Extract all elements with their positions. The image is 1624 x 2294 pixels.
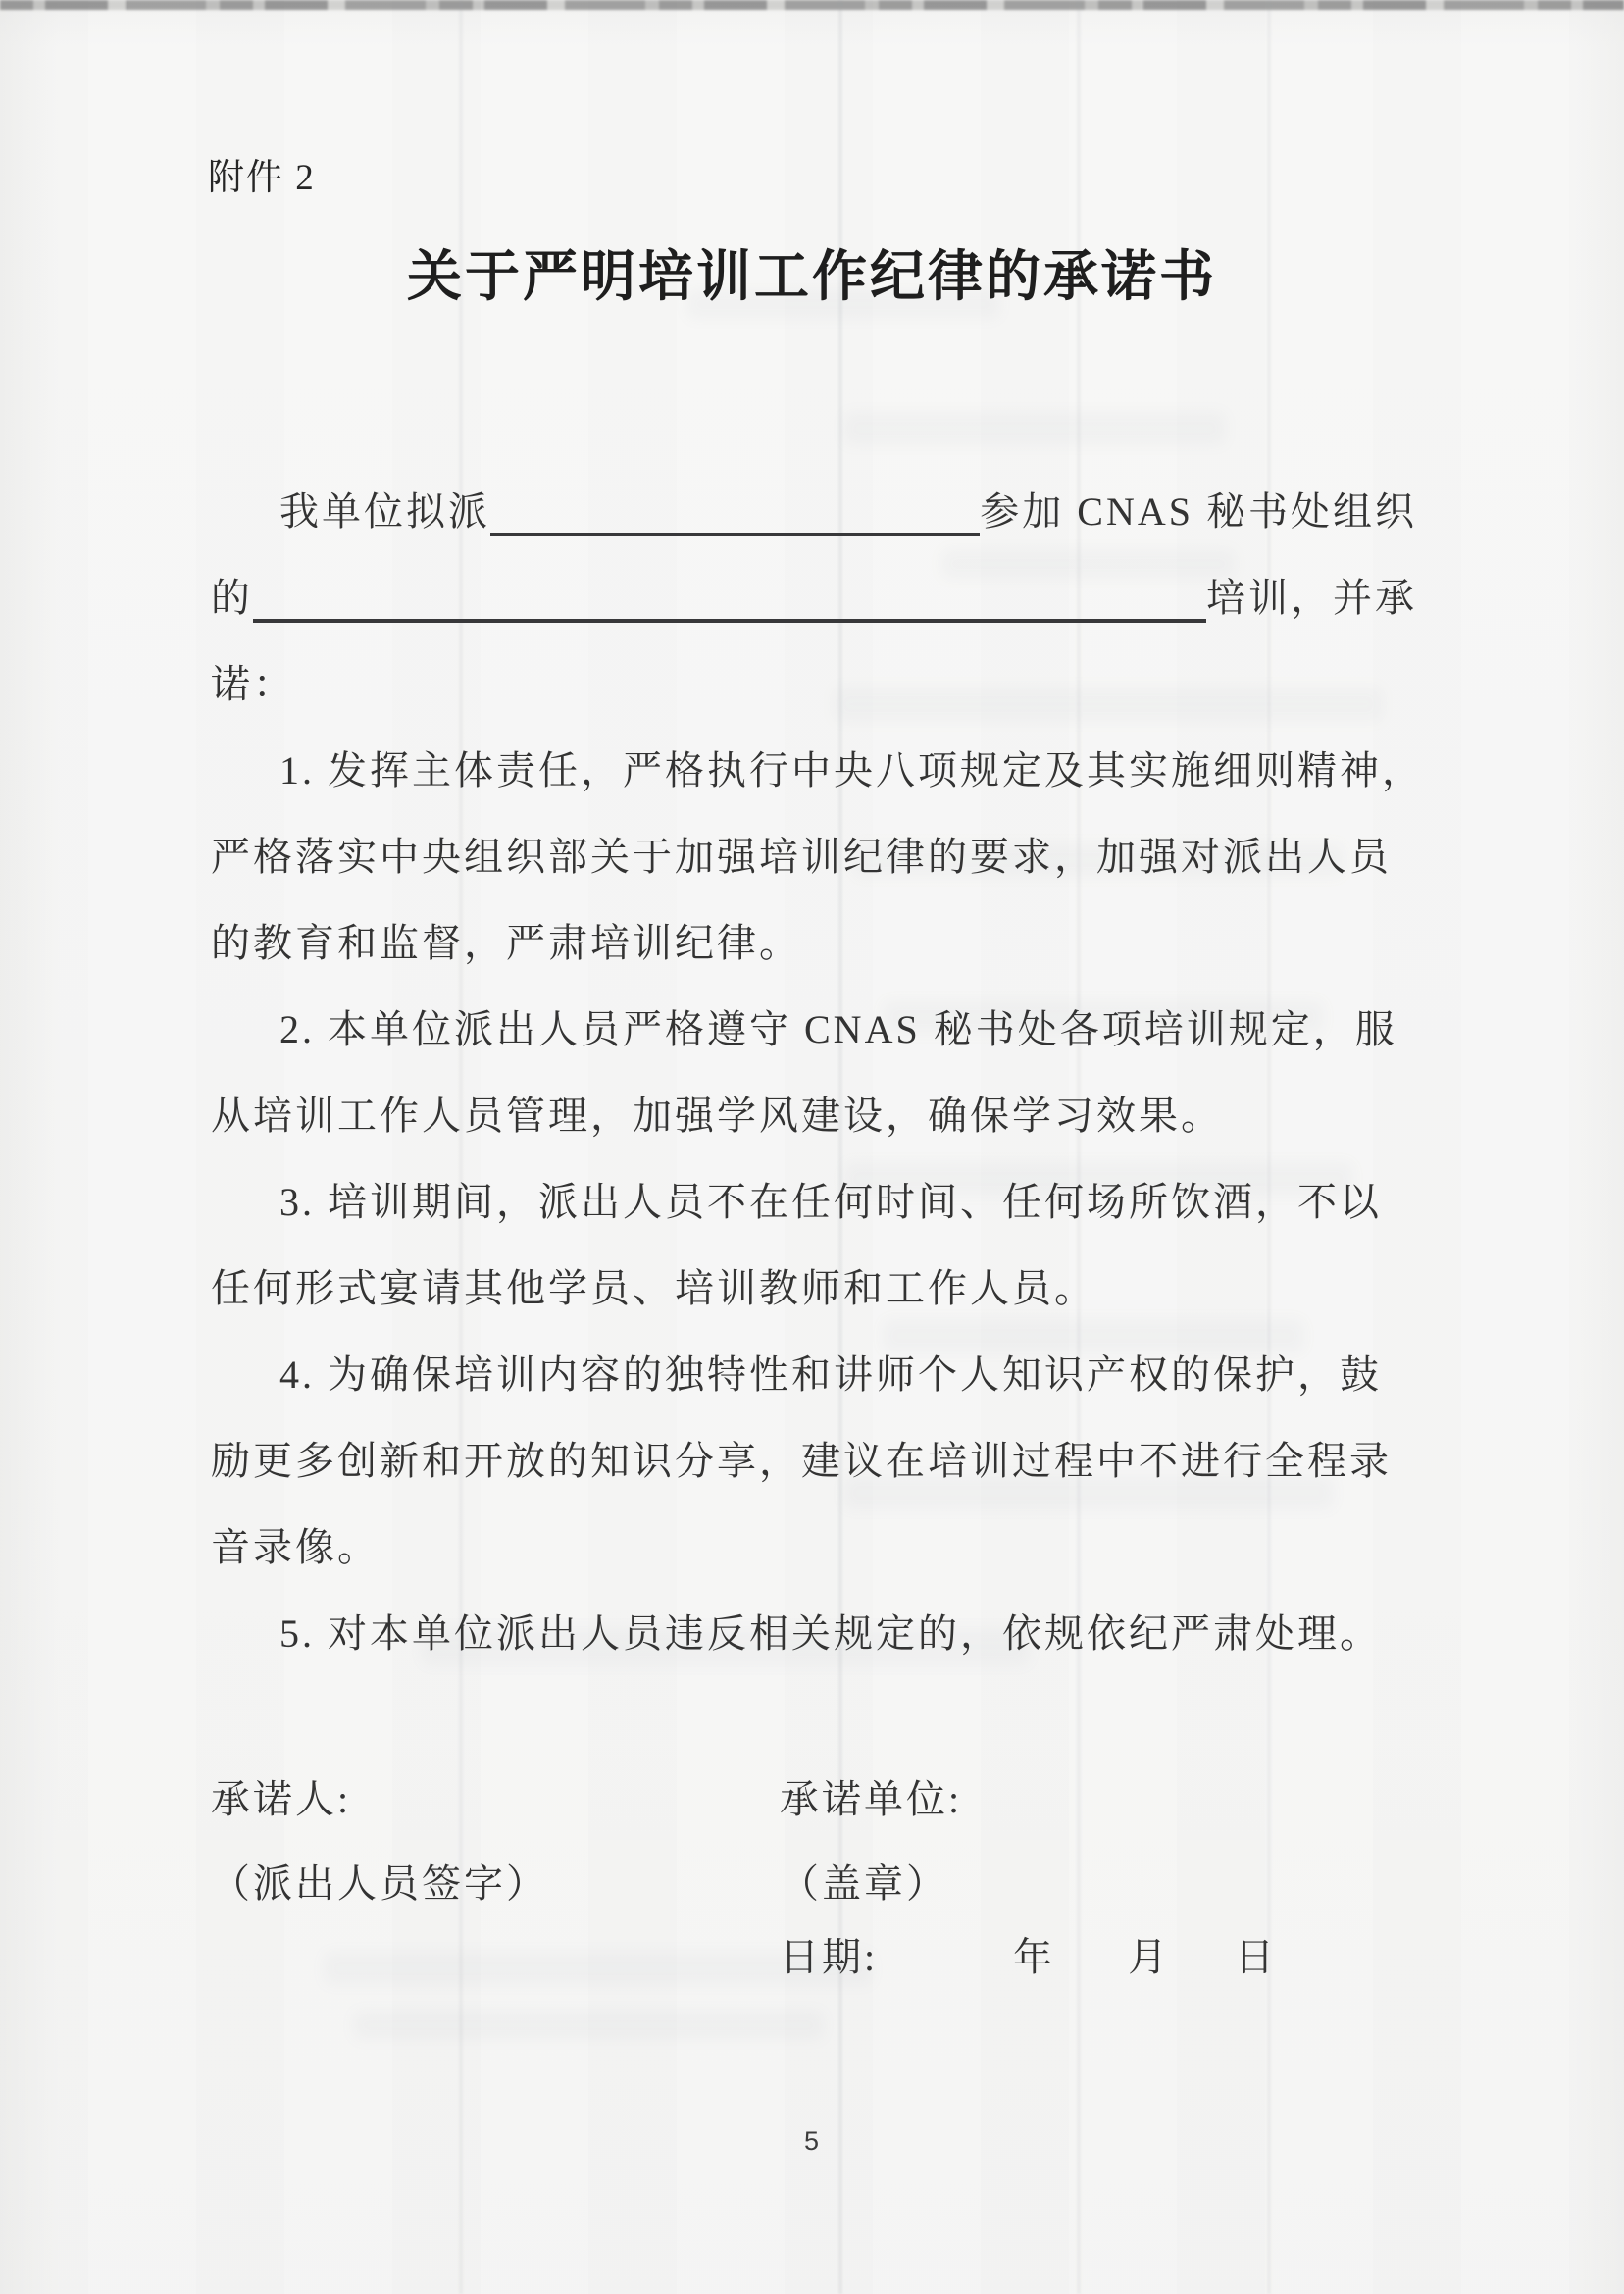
- fill-in-blank-underline: [490, 533, 980, 536]
- bleed-through-artifact: [843, 412, 1226, 445]
- date-label: 日期:: [780, 1935, 879, 1979]
- body-line: [211, 724, 1424, 810]
- body-line: [211, 1587, 1417, 1673]
- day-label: 日: [1235, 1935, 1278, 1979]
- body-text: 2. 本单位派出人员严格遵守 CNAS 秘书处各项培训规定，服: [279, 1006, 1397, 1051]
- page-number: 5: [803, 2126, 821, 2156]
- body-lines: [211, 465, 1424, 1673]
- body-text: 音录像。: [211, 1524, 380, 1569]
- attachment-label: 附件 2: [208, 158, 316, 198]
- body-line: [211, 1069, 1417, 1155]
- body-line: [211, 637, 1417, 724]
- body-line: [211, 551, 1417, 637]
- body-text: 严格落实中央组织部关于加强培训纪律的要求，加强对派出人员: [211, 834, 1392, 879]
- fill-in-blank-underline: [253, 619, 1206, 623]
- body-line: [211, 1328, 1417, 1414]
- signature-date-row: [780, 1926, 1277, 1982]
- body-text: 4. 为确保培训内容的独特性和讲师个人知识产权的保护，鼓: [279, 1351, 1382, 1397]
- body-line: [211, 1242, 1417, 1328]
- body-text: 的教育和监督，严肃培训纪律。: [211, 920, 801, 965]
- body-line: [211, 1501, 1417, 1587]
- signature-unit-note: （盖章）: [780, 1861, 948, 1906]
- body-text: 培训，并承: [1206, 575, 1417, 620]
- body-text: 3. 培训期间，派出人员不在任何时间、任何场所饮酒，不以: [279, 1179, 1382, 1224]
- body-line: [211, 465, 1417, 551]
- body-text: 的: [211, 575, 253, 620]
- top-scan-artifact: [0, 0, 1624, 10]
- signature-promisor-label: 承诺人:: [211, 1777, 352, 1821]
- body-text: 诺：: [211, 661, 295, 706]
- body-text: 5. 对本单位派出人员违反相关规定的，依规依纪严肃处理。: [279, 1610, 1382, 1656]
- body-line: [211, 1414, 1417, 1501]
- body-text: 1. 发挥主体责任，严格执行中央八项规定及其实施细则精神，: [279, 747, 1424, 792]
- month-label: 月: [1128, 1935, 1171, 1979]
- body-line: [211, 896, 1417, 983]
- bleed-through-artifact: [353, 2011, 824, 2040]
- body-text: 我单位拟派: [279, 488, 490, 534]
- body-line: [211, 1155, 1417, 1242]
- document-title: 关于严明培训工作纪律的承诺书: [407, 247, 1217, 308]
- body-line: [211, 983, 1417, 1069]
- signature-promisor-note: （派出人员签字）: [211, 1861, 548, 1906]
- body-text: 从培训工作人员管理，加强学风建设，确保学习效果。: [211, 1093, 1223, 1138]
- signature-unit-label: 承诺单位:: [780, 1777, 963, 1821]
- year-label: 年: [1013, 1935, 1056, 1979]
- body-text: 任何形式宴请其他学员、培训教师和工作人员。: [211, 1265, 1096, 1310]
- body-text: 参加 CNAS 秘书处组织: [980, 488, 1417, 534]
- body-line: [211, 810, 1417, 896]
- body-text: 励更多创新和开放的知识分享，建议在培训过程中不进行全程录: [211, 1438, 1392, 1483]
